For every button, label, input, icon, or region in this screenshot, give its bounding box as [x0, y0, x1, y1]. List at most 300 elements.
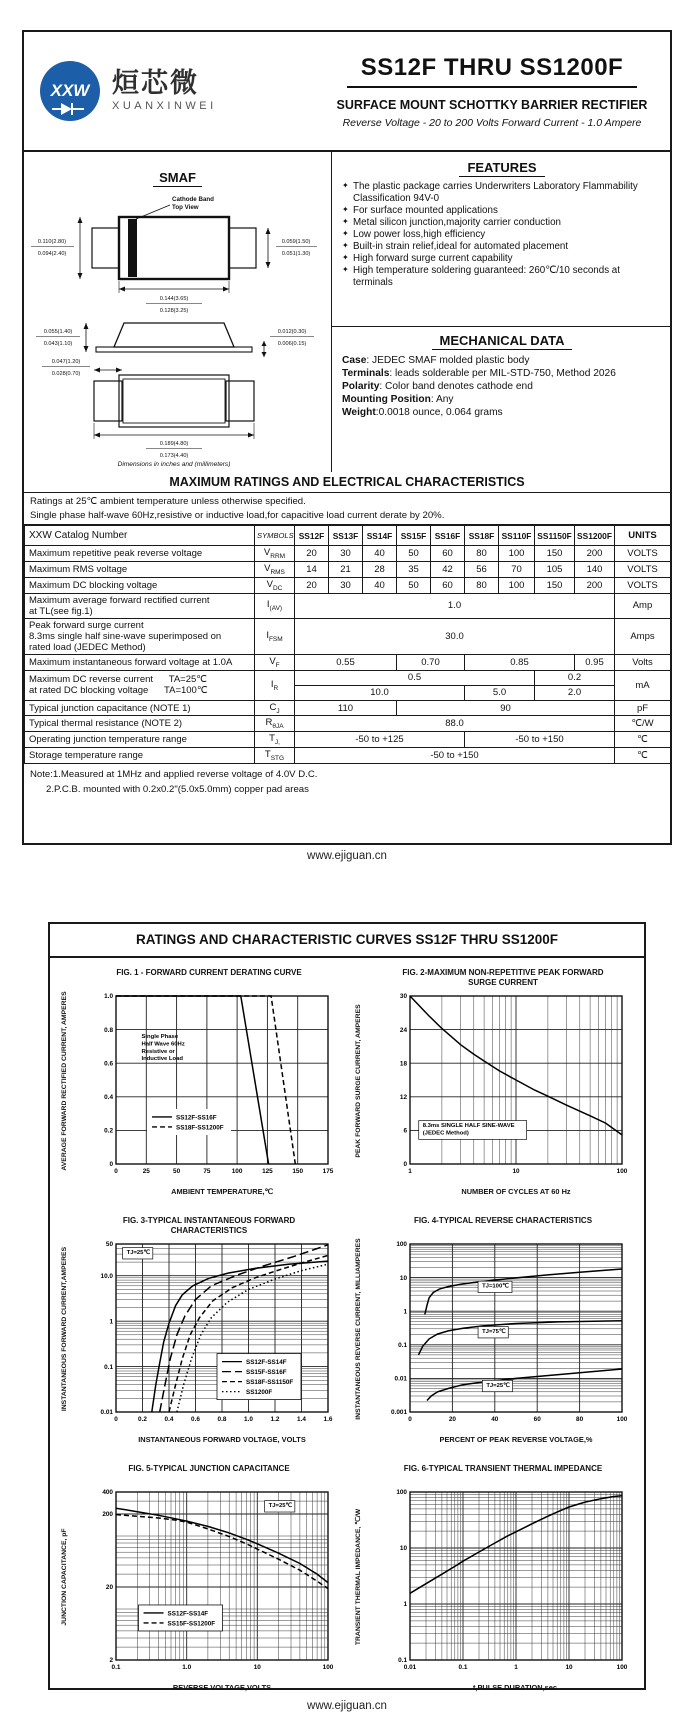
column-header-device: SS12F [295, 526, 329, 546]
dim-body-width-max: 0.110(2.80) [37, 239, 67, 245]
column-header-device: SS13F [329, 526, 363, 546]
table-row [25, 716, 671, 732]
bullet-icon: ✦ [342, 181, 349, 190]
value-cell: 40 [363, 546, 397, 562]
row-symbol: $C_J$ [255, 700, 295, 716]
y-tick-label: 2 [109, 1657, 113, 1665]
figure-fig3 [54, 1216, 344, 1445]
table-row [25, 748, 671, 764]
chart-plot-fig5 [76, 1486, 340, 1680]
dim-height-max: 0.055(1.40) [43, 329, 73, 335]
value-cell: 50 [397, 577, 431, 593]
package-name: SMAF [24, 170, 331, 185]
row-label: Peak forward surge current 8.3ms single half sine-wave superimposed on rated load (JEDEC Method) [25, 618, 255, 654]
annotation-text: Half Wave 60Hz [141, 1041, 185, 1048]
x-tick-label: 0.2 [138, 1416, 147, 1423]
row-symbol: $T_{J,}$ [255, 732, 295, 748]
series-SS12F-SS14F [116, 1508, 328, 1582]
y-tick-label: 100 [396, 1489, 407, 1497]
figure-title: FIG. 1 - FORWARD CURRENT DERATING CURVE [116, 968, 302, 977]
x-tick-label: 1.4 [297, 1416, 306, 1423]
row-symbol: $R_{\theta JA}$ [255, 716, 295, 732]
value-cell: 5.0 [465, 685, 535, 700]
row-symbol: $I_R$ [255, 670, 295, 700]
row-unit: mA [615, 670, 671, 700]
annotation-text: 8.3ms SINGLE HALF SINE-WAVE [422, 1123, 515, 1130]
table-row [25, 670, 671, 685]
legend-entry: SS18F-SS1150F [246, 1379, 294, 1386]
row-unit: VOLTS [615, 546, 671, 562]
row-unit: VOLTS [615, 577, 671, 593]
figure-xlabel: t,PULSE DURATION,sec. [472, 1683, 560, 1692]
y-tick-label: 50 [105, 1241, 113, 1249]
x-tick-label: 80 [576, 1416, 584, 1423]
column-header-device: SS15F [397, 526, 431, 546]
figure-title: FIG. 4-TYPICAL REVERSE CHARACTERISTICS [413, 1216, 593, 1225]
row-label: Maximum instantaneous forward voltage at 1.0A [25, 654, 255, 670]
row-unit: ℃/W [615, 716, 671, 732]
annotation-text: TJ=25℃ [126, 1250, 151, 1257]
x-tick-label: 1 [514, 1664, 518, 1671]
table-row [25, 561, 671, 577]
drawing-caption: Dimensions in inches and (millimeters) [117, 461, 231, 467]
dim-standoff-max: 0.012(0.30) [277, 329, 307, 335]
series-SS18F-SS1200F [116, 996, 295, 1164]
x-tick-label: 10 [512, 1168, 520, 1175]
y-tick-label: 12 [399, 1094, 407, 1101]
feature-item [342, 265, 662, 289]
row-label: Operating junction temperature range [25, 732, 255, 748]
figure-title: FIG. 6-TYPICAL TRANSIENT THERMAL IMPEDANCE [403, 1464, 603, 1473]
header-title-block [324, 32, 670, 150]
note-line: 2.P.C.B. mounted with 0.2x0.2"(5.0x5.0mm) copper pad areas [30, 783, 309, 795]
x-tick-label: 40 [491, 1416, 499, 1423]
value-cell: 60 [431, 577, 465, 593]
value-cell: 88.0 [295, 716, 615, 732]
series-TJ=75C [419, 1321, 623, 1355]
x-tick-label: 10 [565, 1664, 573, 1671]
value-cell: 100 [499, 546, 535, 562]
column-header-device: SS1200F [575, 526, 615, 546]
y-tick-label: 100 [396, 1241, 407, 1249]
row-unit: pF [615, 700, 671, 716]
value-cell: 70 [499, 561, 535, 577]
table-header-row [25, 526, 671, 546]
x-tick-label: 0.6 [191, 1416, 200, 1423]
bullet-icon: ✦ [342, 240, 349, 250]
x-tick-label: 0.4 [164, 1416, 174, 1423]
figure-xlabel: AMBIENT TEMPERATURE,℃ [171, 1187, 273, 1196]
value-cell: 80 [465, 546, 499, 562]
value-cell: 0.85 [465, 654, 575, 670]
annotation-text: Single Phase [141, 1034, 179, 1040]
x-tick-label: 100 [231, 1168, 243, 1175]
callout-top-view: Top View [172, 204, 199, 211]
figure-title: FIG. 2-MAXIMUM NON-REPETITIVE PEAK FORWARD SURGE CURRENT [402, 968, 604, 987]
note-line: Note:1.Measured at 1MHz and applied reverse voltage of 4.0V D.C. [30, 769, 318, 781]
dim-pad-length-max: 0.047(1.20) [51, 359, 81, 365]
dim-height-min: 0.043(1.10) [43, 341, 73, 347]
value-cell: 20 [295, 577, 329, 593]
row-symbol: $V_{RMS}$ [255, 561, 295, 577]
value-cell: 150 [535, 577, 575, 593]
y-tick-label: 0.01 [394, 1375, 407, 1383]
legend-entry: SS12F-SS16F [176, 1114, 217, 1122]
value-cell: 2.0 [535, 685, 615, 700]
y-tick-label: 1 [109, 1318, 113, 1326]
cathode-band [128, 219, 137, 277]
row-unit: Volts [615, 654, 671, 670]
figure-fig2 [348, 968, 638, 1197]
y-tick-label: 0.8 [104, 1026, 113, 1034]
series-TJ=100C [425, 1269, 622, 1315]
row-unit: Amps [615, 618, 671, 654]
ratings-table [24, 525, 671, 764]
x-tick-label: 0.1 [111, 1664, 121, 1671]
bullet-icon: ✦ [342, 252, 349, 262]
x-tick-label: 20 [448, 1416, 456, 1423]
legend-entry: SS12F-SS14F [167, 1610, 209, 1618]
figure-fig6 [348, 1464, 638, 1693]
y-tick-label: 18 [399, 1060, 407, 1068]
mechanical-item: Terminals: leads solderable per MIL-STD-750, Method 2026 [342, 368, 616, 380]
figure-title: FIG. 3-TYPICAL INSTANTANEOUS FORWARD CHARACTERISTICS [122, 1216, 296, 1235]
row-symbol: $T_{STG}$ [255, 748, 295, 764]
table-row [25, 577, 671, 593]
dim-terminal-width-max: 0.059(1.50) [281, 239, 311, 245]
value-cell: 110 [295, 700, 397, 716]
logo-mark-icon [38, 59, 102, 123]
y-tick-label: 400 [102, 1489, 113, 1497]
column-header-device: SS14F [363, 526, 397, 546]
dim-body-width-min: 0.094(2.40) [37, 251, 67, 257]
feature-item [342, 181, 662, 205]
bullet-icon: ✦ [342, 204, 349, 214]
figure-body [54, 990, 344, 1184]
dim-pad-length-min: 0.028(0.70) [51, 371, 81, 377]
x-tick-label: 25 [142, 1168, 150, 1175]
figure-xlabel: INSTANTANEOUS FORWARD VOLTAGE, VOLTS [138, 1435, 306, 1444]
mechanical-data-section [332, 327, 670, 472]
y-tick-label: 24 [399, 1026, 407, 1034]
row-unit: Amp [615, 593, 671, 618]
row-label: Maximum RMS voltage [25, 561, 255, 577]
right-column [332, 152, 670, 472]
mechanical-item: Weight:0.0018 ounce, 0.064 grams [342, 407, 503, 419]
package-drawing-panel [24, 152, 332, 472]
legend-entry: SS12F-SS14F [246, 1359, 287, 1366]
value-cell: 0.95 [575, 654, 615, 670]
figure-fig4 [348, 1216, 638, 1445]
feature-text: For surface mounted applications [353, 204, 498, 216]
dim-body-length-max: 0.144(3.65) [159, 296, 189, 302]
value-cell: 80 [465, 577, 499, 593]
row-label: Typical junction capacitance (NOTE 1) [25, 700, 255, 716]
value-cell: 0.55 [295, 654, 397, 670]
column-header-units: UNITS [615, 526, 671, 546]
figure-xlabel: PERCENT OF PEAK REVERSE VOLTAGE,% [439, 1435, 593, 1444]
column-header-symbols: SYMBOLS [255, 526, 295, 546]
y-tick-label: 0.001 [391, 1409, 407, 1417]
y-tick-label: 6 [403, 1127, 407, 1135]
figure-ylabel: INSTANTANEOUS REVERSE CURRENT, MILLIAMPERES [354, 1238, 362, 1420]
row-symbol: $V_F$ [255, 654, 295, 670]
page-2 [48, 922, 646, 1690]
annotation-text: TJ=25℃ [486, 1382, 510, 1389]
figure-ylabel: AVERAGE FORWARD RECTIFIED CURRENT, AMPERES [60, 991, 68, 1171]
x-tick-label: 0 [114, 1416, 118, 1423]
x-tick-label: 1.0 [244, 1416, 253, 1423]
mechanical-item: Mounting Position: Any [342, 394, 454, 406]
value-cell: 30 [329, 577, 363, 593]
figure-fig5 [54, 1464, 344, 1693]
middle-columns [24, 152, 670, 472]
figure-ylabel: INSTANTANEOUS FORWARD CURRENT,AMPERES [60, 1247, 68, 1412]
mechanical-list [342, 354, 662, 419]
value-cell: 60 [431, 546, 465, 562]
feature-text: Low power loss,high efficiency [353, 228, 486, 240]
value-cell: 200 [575, 577, 615, 593]
value-cell: 30 [329, 546, 363, 562]
page2-footer-url[interactable]: www.ejiguan.cn [307, 1700, 387, 1712]
x-tick-label: 60 [533, 1416, 541, 1423]
mechanical-item: Polarity: Color band denotes cathode end [342, 381, 533, 393]
y-tick-label: 0.2 [104, 1127, 113, 1135]
row-label: Maximum average forward rectified current at TL(see fig.1) [25, 593, 255, 618]
table-row [25, 700, 671, 716]
column-header-catalog: XXW Catalog Number [25, 526, 255, 546]
table-notes [24, 764, 670, 797]
features-heading: FEATURES [342, 160, 662, 175]
figure-xlabel: NUMBER OF CYCLES AT 60 Hz [461, 1187, 571, 1196]
y-tick-label: 10.0 [100, 1272, 113, 1280]
x-tick-label: 100 [616, 1416, 628, 1423]
logo [24, 32, 324, 150]
y-tick-label: 0.1 [398, 1657, 407, 1665]
dim-body-length-min: 0.128(3.25) [159, 308, 189, 314]
figure-ylabel: TRANSIENT THERMAL IMPEDANCE, ℃/W [354, 1509, 362, 1646]
feature-text: High forward surge current capability [353, 252, 513, 264]
value-cell: -50 to +125 [295, 732, 465, 748]
x-tick-label: 175 [322, 1168, 334, 1175]
annotation-text: TJ=100℃ [482, 1283, 509, 1290]
chart-plot-fig4 [370, 1238, 634, 1432]
value-cell: 14 [295, 561, 329, 577]
x-tick-label: 100 [616, 1168, 628, 1175]
document-subtitle: SURFACE MOUNT SCHOTTKY BARRIER RECTIFIER [336, 97, 648, 112]
dim-overall-length-min: 0.173(4.40) [159, 453, 189, 459]
chart-plot-fig3 [76, 1238, 340, 1432]
x-tick-label: 1 [408, 1168, 412, 1175]
value-cell: 10.0 [295, 685, 465, 700]
column-header-device: SS18F [465, 526, 499, 546]
mechanical-heading: MECHANICAL DATA [342, 333, 662, 348]
x-tick-label: 1.0 [182, 1664, 192, 1671]
value-cell: 42 [431, 561, 465, 577]
value-cell: 56 [465, 561, 499, 577]
row-unit: ℃ [615, 748, 671, 764]
value-cell: 40 [363, 577, 397, 593]
chart-plot-fig1 [76, 990, 340, 1184]
mechanical-item: Case: JEDEC SMAF molded plastic body [342, 355, 530, 366]
x-tick-label: 10 [253, 1664, 261, 1671]
annotation-text: Inductive Load [141, 1056, 184, 1063]
table-row [25, 654, 671, 670]
value-cell: 105 [535, 561, 575, 577]
value-cell: -50 to +150 [465, 732, 615, 748]
figure-ylabel: PEAK FORWARD SURGE CURRENT, AMPERES [354, 1004, 362, 1158]
bullet-icon: ✦ [342, 216, 349, 226]
x-tick-label: 1.2 [270, 1416, 280, 1423]
y-tick-label: 0 [403, 1161, 407, 1169]
x-tick-label: 50 [173, 1168, 181, 1175]
y-tick-label: 0.4 [104, 1094, 113, 1101]
ratings-conditions [24, 493, 670, 525]
table-row [25, 618, 671, 654]
figure-fig1 [54, 968, 344, 1197]
x-tick-label: 100 [616, 1664, 628, 1671]
y-tick-label: 20 [105, 1584, 113, 1592]
y-tick-label: 0.6 [104, 1060, 113, 1068]
value-cell: 0.5 [295, 670, 535, 685]
callout-cathode-band: Cathode Band [172, 196, 214, 203]
y-tick-label: 10 [399, 1274, 407, 1282]
y-tick-label: 0.01 [100, 1409, 113, 1417]
company-name-en: XUANXINWEI [112, 100, 217, 112]
feature-item [342, 229, 662, 241]
condition-line: Single phase half-wave 60Hz,resistive or inductive load,for capacitive load current derate by 20%. [30, 509, 445, 521]
value-cell: 90 [397, 700, 615, 716]
page-1 [22, 30, 672, 845]
features-section [332, 152, 670, 327]
table-row [25, 546, 671, 562]
y-tick-label: 1 [403, 1601, 407, 1609]
figure-title: FIG. 5-TYPICAL JUNCTION CAPACITANCE [128, 1464, 290, 1473]
y-tick-label: 0.1 [104, 1363, 113, 1371]
y-tick-label: 0 [109, 1161, 113, 1169]
company-name-cn: 烜芯微 [112, 68, 199, 98]
table-row [25, 593, 671, 618]
dim-standoff-min: 0.006(0.15) [277, 341, 307, 347]
feature-item [342, 217, 662, 229]
figure-body [54, 1486, 344, 1680]
document-tagline: Reverse Voltage - 20 to 200 Volts Forward Current - 1.0 Ampere [342, 116, 642, 129]
figure-body [54, 1238, 344, 1432]
column-header-device: SS110F [499, 526, 535, 546]
y-tick-label: 1.0 [104, 993, 113, 1001]
x-tick-label: 0.1 [458, 1664, 468, 1671]
value-cell: 50 [397, 546, 431, 562]
x-tick-label: 100 [322, 1664, 334, 1671]
chart-plot-fig2 [370, 990, 634, 1184]
table-row [25, 732, 671, 748]
column-header-device: SS16F [431, 526, 465, 546]
row-label: Maximum DC blocking voltage [25, 577, 255, 593]
annotation-text: TJ=75℃ [482, 1329, 506, 1336]
bullet-icon: ✦ [342, 228, 349, 238]
y-tick-label: 0.1 [398, 1342, 407, 1349]
value-cell: 140 [575, 561, 615, 577]
legend-entry: SS15F-SS16F [246, 1369, 287, 1376]
value-cell: 20 [295, 546, 329, 562]
features-list [342, 181, 662, 288]
legend-entry: SS1200F [246, 1389, 273, 1396]
condition-line: Ratings at 25℃ ambient temperature unless otherwise specified. [30, 496, 306, 507]
feature-text: Metal silicon junction,majority carrier conduction [353, 216, 561, 228]
x-tick-label: 1.6 [323, 1416, 333, 1423]
y-tick-label: 10 [399, 1545, 407, 1553]
header [24, 32, 670, 152]
row-symbol: $V_{RRM}$ [255, 546, 295, 562]
value-cell: 1.0 [295, 593, 615, 618]
package-outline-drawing [24, 185, 324, 467]
logo-abbr: XXW [50, 81, 90, 100]
y-tick-label: 30 [399, 993, 407, 1001]
row-label: Typical thermal resistance (NOTE 2) [25, 716, 255, 732]
dim-terminal-width-min: 0.051(1.30) [281, 251, 311, 257]
ratings-banner: MAXIMUM RATINGS AND ELECTRICAL CHARACTERISTICS [24, 472, 670, 493]
series-SS12F-SS16F [116, 996, 269, 1164]
row-symbol: $I_{(AV)}$ [255, 593, 295, 618]
annotation-text: (JEDEC Method) [422, 1130, 469, 1137]
feature-text: Built-in strain relief,ideal for automated placement [353, 240, 569, 252]
annotation-text: TJ=25℃ [268, 1503, 293, 1510]
row-unit: VOLTS [615, 561, 671, 577]
series-SS15F-SS1200F [116, 1515, 328, 1589]
legend-entry: SS15F-SS1200F [167, 1620, 216, 1628]
row-unit: ℃ [615, 732, 671, 748]
figure-body [348, 990, 638, 1184]
row-symbol: $V_{DC}$ [255, 577, 295, 593]
legend-entry: SS18F-SS1200F [176, 1124, 224, 1132]
x-tick-label: 75 [203, 1168, 211, 1175]
title-rule [347, 86, 637, 88]
page1-footer-url[interactable]: www.ejiguan.cn [307, 850, 387, 862]
row-symbol: $I_{FSM}$ [255, 618, 295, 654]
value-cell: 0.2 [535, 670, 615, 685]
column-header-device: SS1150F [535, 526, 575, 546]
x-tick-label: 0 [408, 1416, 412, 1423]
chart-plot-fig6 [370, 1486, 634, 1680]
x-tick-label: 0.01 [403, 1664, 417, 1671]
x-tick-label: 150 [292, 1168, 304, 1175]
figure-body [348, 1486, 638, 1680]
value-cell: 30.0 [295, 618, 615, 654]
value-cell: 28 [363, 561, 397, 577]
y-tick-label: 1 [403, 1308, 407, 1316]
figure-body [348, 1238, 638, 1432]
dim-overall-length-max: 0.189(4.80) [159, 441, 189, 447]
value-cell: 100 [499, 577, 535, 593]
x-tick-label: 125 [262, 1168, 273, 1175]
bullet-icon: ✦ [342, 264, 349, 274]
value-cell: 150 [535, 546, 575, 562]
annotation-text: Resistive or [141, 1048, 175, 1055]
row-label: Maximum DC reverse current TA=25℃ at rated DC blocking voltage TA=100℃ [25, 670, 255, 700]
feature-item [342, 253, 662, 265]
value-cell: -50 to +150 [295, 748, 615, 764]
value-cell: 35 [397, 561, 431, 577]
feature-item [342, 205, 662, 217]
feature-text: The plastic package carries Underwriters Laboratory Flammability Classification 94V-0 [353, 181, 638, 204]
curves-title: RATINGS AND CHARACTERISTIC CURVES SS12F THRU SS1200F [50, 924, 644, 958]
document-title: SS12F THRU SS1200F [360, 53, 624, 81]
x-tick-label: 0.8 [217, 1416, 227, 1423]
value-cell: 0.70 [397, 654, 465, 670]
value-cell: 21 [329, 561, 363, 577]
feature-item [342, 241, 662, 253]
figure-xlabel: REVERSE VOLTAGE,VOLTS [172, 1683, 272, 1692]
